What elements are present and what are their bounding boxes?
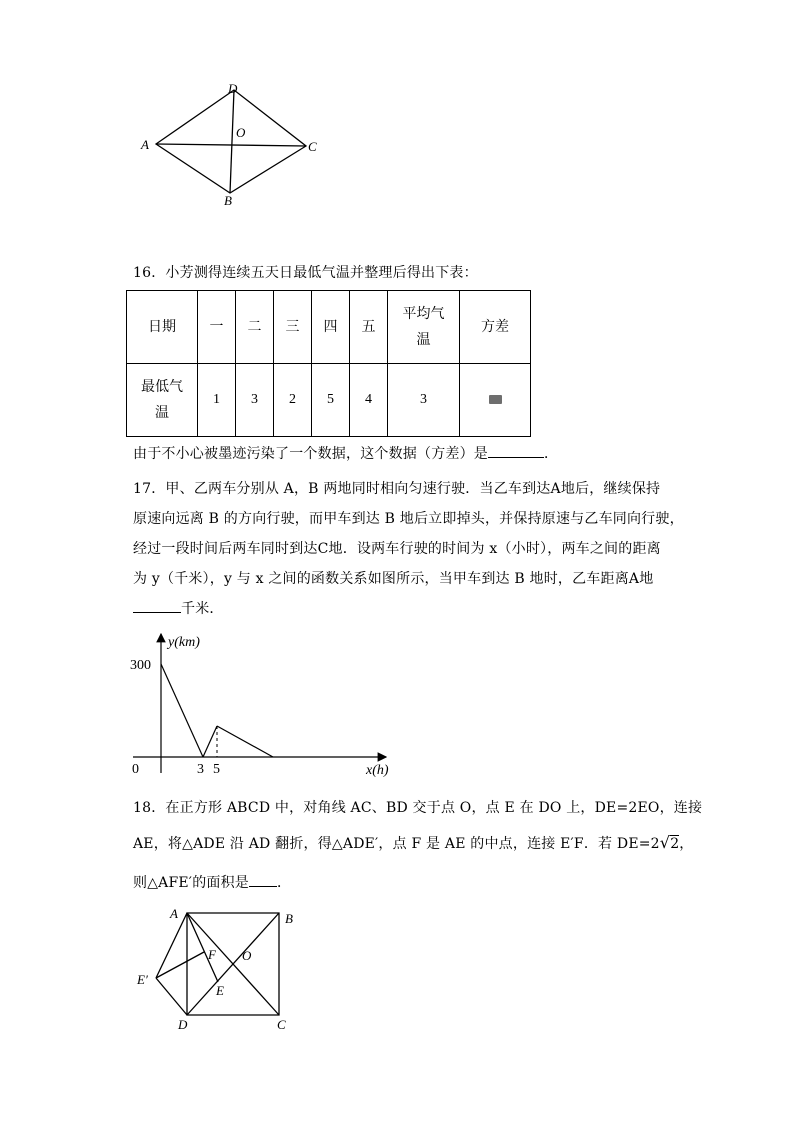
q17-line-5: [133, 598, 224, 618]
q18-line-3-text: 则△AFE′的面积是: [133, 875, 249, 891]
header-day-4: 四: [312, 291, 350, 364]
row-label: [127, 364, 198, 437]
q18-answer-blank[interactable]: [249, 874, 277, 887]
segment-ae-prime: [156, 913, 187, 978]
label-d: D: [178, 1017, 188, 1032]
row-label-line2: 温: [155, 405, 169, 421]
value-day-3: 2: [274, 364, 312, 437]
label-f: F: [208, 947, 216, 962]
label-c: C: [277, 1017, 286, 1032]
header-day-2: 二: [236, 291, 274, 364]
q16-followup-text: 由于不小心被墨迹污染了一个数据，这个数据（方差）是: [133, 446, 488, 462]
value-day-4: 5: [312, 364, 350, 437]
rhombus-figure: [130, 78, 330, 210]
segment-de-prime: [156, 978, 187, 1015]
q18-line-1: 18．在正方形 ABCD 中，对角线 AC、BD 交于点 O，点 E 在 DO 上，DE=2EO，连接: [133, 800, 703, 816]
q18-line-3: [133, 872, 291, 892]
q17-line-5-suffix: 千米．: [181, 601, 224, 617]
header-date: 日期: [127, 291, 198, 364]
value-day-1: 1: [198, 364, 236, 437]
label-c: C: [308, 139, 317, 154]
q16-end-period: ．: [544, 446, 559, 462]
header-day-3: 三: [274, 291, 312, 364]
y-tick-label-300: 300: [130, 658, 151, 673]
diagonal-bd: [230, 90, 234, 193]
x-tick-label-3: 3: [197, 762, 204, 777]
value-variance: [460, 364, 531, 437]
square-figure: [128, 902, 308, 1037]
label-b: B: [224, 193, 232, 208]
label-o: O: [236, 125, 246, 140]
label-a: A: [141, 137, 149, 152]
temperature-table: [126, 290, 531, 437]
value-day-2: 3: [236, 364, 274, 437]
label-e: E: [216, 983, 224, 998]
q17-line-3: 经过一段时间后两车同时到达C地．设两车行驶的时间为 x（小时），两车之间的距离: [133, 541, 661, 557]
q18-line-2: [133, 833, 694, 853]
sqrt-argument: 2: [670, 836, 680, 852]
x-tick-label-5: 5: [213, 762, 220, 777]
series-segment-2: [203, 726, 217, 757]
series-segment-3: [217, 726, 273, 757]
label-a: A: [170, 906, 178, 921]
x-axis-label: x(h): [366, 763, 389, 778]
q16-answer-blank[interactable]: [488, 445, 544, 458]
value-average: 3: [388, 364, 460, 437]
distance-time-chart: [128, 628, 398, 778]
header-variance: 方差: [460, 291, 531, 364]
q17-line-1: 17．甲、乙两车分别从 A，B 两地同时相向匀速行驶．当乙车到达A地后，继续保持: [133, 481, 661, 497]
series-segment-1: [161, 664, 203, 757]
q18-line-3-end: ．: [277, 875, 292, 891]
q16-prompt: 16．小芳测得连续五天日最低气温并整理后得出下表：: [133, 265, 478, 281]
q18-line-2-end: ，: [679, 836, 694, 852]
label-e-prime: E′: [137, 972, 148, 987]
segment-e-prime-f: [156, 952, 204, 978]
ink-smudge-icon: [489, 395, 502, 404]
q18-line-2-text: AE，将△ADE 沿 AD 翻折，得△ADE′，点 F 是 AE 的中点，连接 E′F．若 DE=: [133, 836, 651, 852]
sqrt-coefficient: 2: [650, 836, 660, 852]
label-d: D: [228, 81, 238, 96]
sqrt-radical-icon: √: [659, 833, 671, 852]
header-average-line2: 温: [416, 332, 431, 348]
header-day-1: 一: [198, 291, 236, 364]
row-label-line1: 最低气: [141, 379, 183, 395]
table-header-row: [127, 291, 531, 364]
x-tick-label-0: 0: [132, 762, 139, 777]
table-data-row: [127, 364, 531, 437]
header-day-5: 五: [350, 291, 388, 364]
value-day-5: 4: [350, 364, 388, 437]
diagonal-ac: [156, 144, 306, 146]
label-o: O: [242, 948, 252, 963]
header-average: [388, 291, 460, 364]
label-b: B: [285, 911, 293, 926]
q17-answer-blank[interactable]: [133, 600, 181, 613]
q17-line-4: 为 y（千米），y 与 x 之间的函数关系如图所示，当甲车到达 B 地时，乙车距离A地: [133, 571, 654, 587]
y-axis-label: y(km): [168, 635, 200, 650]
q17-line-2: 原速向远离 B 的方向行驶，而甲车到达 B 地后立即掉头，并保持原速与乙车同向行驶，: [133, 511, 684, 527]
q16-followup: [133, 443, 558, 463]
header-average-line1: 平均气: [402, 306, 445, 322]
